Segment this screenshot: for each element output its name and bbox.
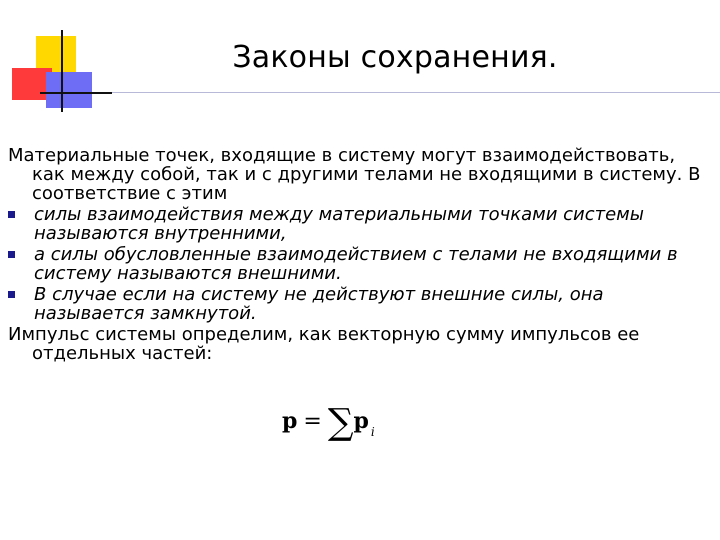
impulse-paragraph: Импульс системы определим, как векторную сумму импульсов ее отдельных частей: xyxy=(8,324,640,364)
bullet-text: В случае если на систему не действуют внешние силы, она называется замкнутой. xyxy=(34,284,604,324)
formula-index: i xyxy=(370,425,375,439)
bullet-item xyxy=(8,285,712,323)
bullet-item xyxy=(8,245,712,283)
bullet-text: силы взаимодействия между материальными точками системы называются внутренними, xyxy=(34,204,644,244)
title-underline xyxy=(112,92,720,93)
formula-rhs: p xyxy=(353,408,369,434)
formula-lhs: p xyxy=(282,408,298,434)
square-bullet-icon xyxy=(8,291,15,298)
bullet-text: а силы обусловленные взаимодействием с телами не входящими в систему называются внешними. xyxy=(34,244,678,284)
slide-body xyxy=(8,146,712,365)
decor-horizontal-line xyxy=(40,92,112,94)
sum-symbol: ∑ xyxy=(327,402,354,443)
square-bullet-icon xyxy=(8,251,15,258)
decor-blue-square xyxy=(46,72,92,108)
square-bullet-icon xyxy=(8,211,15,218)
formula-equals: = xyxy=(303,409,322,434)
slide-title: Законы сохранения. xyxy=(232,40,558,75)
momentum-formula xyxy=(282,402,375,443)
bullet-item xyxy=(8,205,712,243)
intro-paragraph: Материальные точек, входящие в систему могут взаимодействовать, как между собой, так и с другими телами не входящими в систему. В соответствие с этим xyxy=(8,145,701,204)
